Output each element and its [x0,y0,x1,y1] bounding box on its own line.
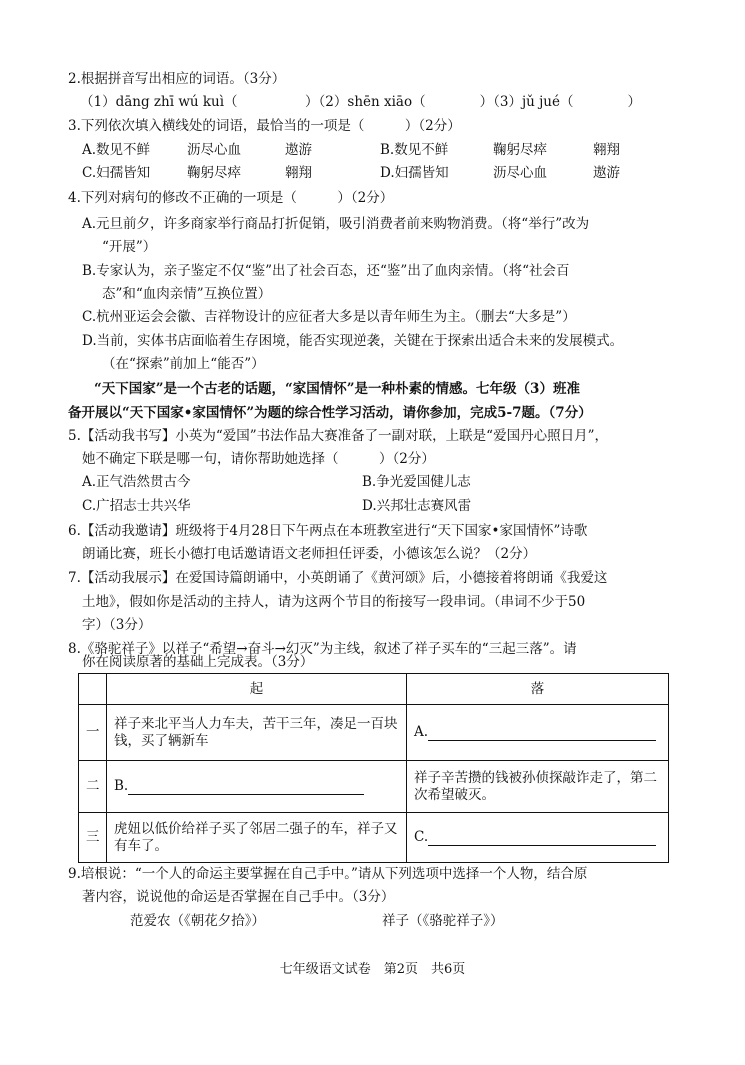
q5-option-a: A.正气浩然贯古今 [82,474,191,490]
q8-stem-cont: 你在阅读原著的基础上完成表。（3分） [82,654,314,670]
q6-stem: 6.【活动我邀请】班级将于4月28日下午两点在本班教室进行“天下国家•家国情怀”诗歌 [68,523,588,539]
q4-option-b: B.专家认为，亲子鉴定不仅“鉴”出了社会百态，还“鉴”出了血肉亲情。（将“社会百 [82,263,570,279]
q2-stem: 2.根据拼音写出相应的词语。（3分） [68,71,286,87]
row-number: 三 [79,813,107,863]
fall-label-a: A. [414,724,429,741]
q5-stem: 5.【活动我书写】小英为“爱国”书法作品大赛准备了一副对联，上联是“爱国丹心照日月”， [68,428,608,444]
activity-intro-line-2: 备开展以“天下国家•家国情怀”为题的综合性学习活动，请你参加，完成5-7题。（7分） [68,405,592,421]
q3-option-d-word3: 遨游 [593,165,620,181]
table-header-rise: 起 [107,674,407,705]
q9-choice-2: 祥子（《骆驼祥子》） [382,913,504,929]
q3-option-b-word2: 鞠躬尽瘁 [493,142,547,158]
answer-blank-a[interactable] [428,740,656,741]
answer-blank-b[interactable] [128,794,364,795]
q4-option-b-cont: 态”和“血肉亲情”互换位置） [102,286,272,302]
q3-options-row-1 [82,142,620,159]
q4-stem: 4.下列对病句的修改不正确的一项是（ ）（2分） [68,190,394,206]
q3-options-row-2 [82,165,620,182]
rise-fall-table [78,673,669,863]
q3-option-a: A.数见不鲜 [82,142,151,158]
q3-option-a-word2: 沥尽心血 [187,142,241,158]
q3-option-c: C.妇孺皆知 [82,165,151,181]
table-header-row [79,674,669,705]
q3-option-d-word2: 沥尽心血 [493,165,547,181]
table-header-fall: 落 [407,674,669,705]
page-footer: 七年级语文试卷 第2页 共6页 [279,962,466,977]
q9-choice-1: 范爱农（《朝花夕拾》） [130,913,265,929]
rise-cell: 虎妞以低价给祥子买了邻居二强子的车，祥子又有车了。 [107,813,407,863]
activity-intro-line-1: “天下国家”是一个古老的话题，“家国情怀”是一种朴素的情感。七年级（3）班准 [94,381,580,397]
fall-cell[interactable] [407,705,669,761]
table-row [79,813,669,863]
q3-stem: 3.下列依次填入横线处的词语，最恰当的一项是（ ）（2分） [68,118,461,134]
q5-stem-cont: 她不确定下联是哪一句，请你帮助她选择（ ）（2分） [82,451,435,467]
row-number: 二 [79,761,107,813]
q7-stem-cont-2: 字）（3分） [82,617,152,633]
rise-cell: 祥子来北平当人力车夫，苦干三年，凑足一百块钱，买了辆新车 [107,705,407,761]
row-number: 一 [79,705,107,761]
q4-option-d: D.当前，实体书店面临着生存困境，能否实现逆袭，关键在于探索出适合未来的发展模式。 [82,333,624,349]
q3-option-a-word3: 遨游 [285,142,312,158]
q2-items: （1）dāng zhī wú kuì（ ）（2）shēn xiāo（ ）（3）jǔ jué（ ） [80,94,641,110]
rise-cell[interactable] [107,761,407,813]
q4-option-c: C.杭州亚运会会徽、吉祥物设计的应征者大多是以青年师生为主。（删去“大多是”） [82,309,576,325]
rise-label-b: B. [114,778,129,795]
q9-stem: 9.培根说：“一个人的命运主要掌握在自己手中。”请从下列选项中选择一个人物，结合原 [68,866,588,882]
q7-stem: 7.【活动我展示】在爱国诗篇朗诵中，小英朗诵了《黄河颂》后，小德接着将朗诵《我爱这 [68,570,608,586]
q5-option-c: C.广招志士共兴华 [82,498,191,514]
q4-option-a-cont: “开展”） [102,239,157,255]
q3-option-c-word2: 鞠躬尽瘁 [187,165,241,181]
q7-stem-cont-1: 土地》，假如你是活动的主持人，请为这两个节目的衔接写一段串词。（串词不少于50 [82,594,586,610]
q3-option-c-word3: 翱翔 [285,165,312,181]
table-header-blank [79,674,107,705]
fall-cell: 祥子辛苦攒的钱被孙侦探敲诈走了，第二次希望破灭。 [407,761,669,813]
q3-option-b-word3: 翱翔 [593,142,620,158]
fall-cell[interactable] [407,813,669,863]
q4-option-d-cont: （在“探索”前加上“能否”） [102,356,265,372]
table-row [79,705,669,761]
q9-stem-cont: 著内容，说说他的命运是否掌握在自己手中。（3分） [82,889,395,905]
table-row [79,761,669,813]
q4-option-a: A.元旦前夕，许多商家举行商品打折促销，吸引消费者前来购物消费。（将“举行”改为 [82,216,590,232]
q3-option-d: D.妇孺皆知 [380,165,449,181]
q5-option-b: B.争光爱国健儿志 [362,474,471,490]
q3-option-b: B.数见不鲜 [380,142,449,158]
q5-option-d: D.兴邦壮志赛风雷 [362,498,472,514]
q8-stem: 8.《骆驼祥子》以祥子“希望→奋斗→幻灭”为主线，叙述了祥子买车的“三起三落”。请 [68,641,577,657]
answer-blank-c[interactable] [428,845,656,846]
fall-label-c: C. [414,829,429,846]
q6-stem-cont: 朗诵比赛，班长小德打电话邀请语文老师担任评委，小德该怎么说？（2分） [82,546,537,562]
